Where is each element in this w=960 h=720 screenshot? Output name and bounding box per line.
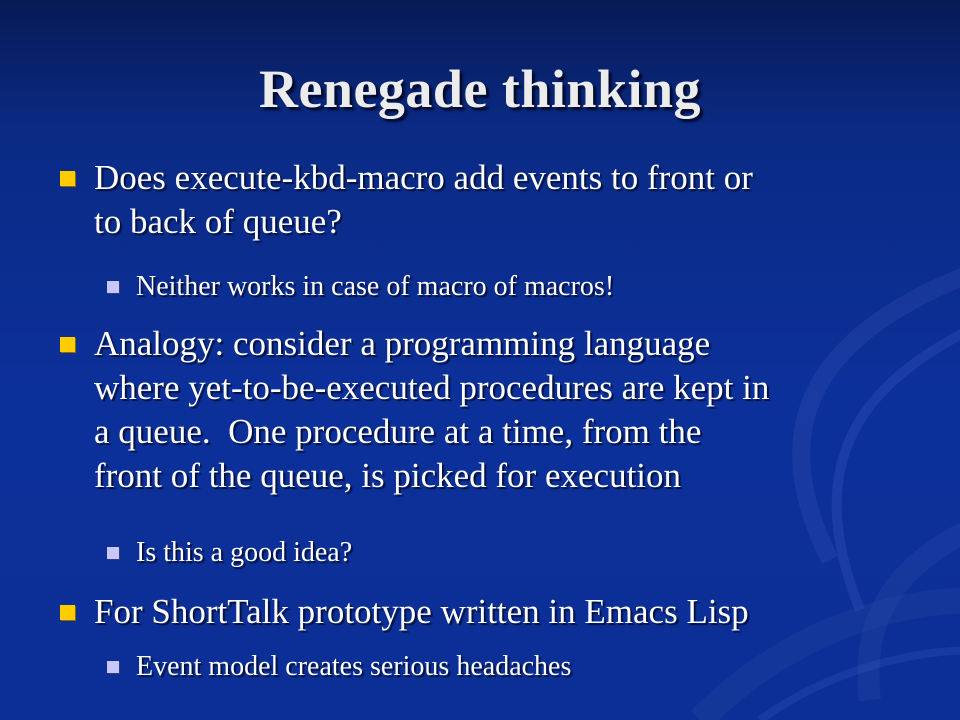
yellow-square-bullet-icon bbox=[60, 337, 75, 352]
lavender-square-bullet-icon bbox=[107, 661, 119, 673]
bullet-1 bbox=[94, 156, 914, 244]
bullet-1-sub-1 bbox=[136, 270, 916, 304]
lavender-square-bullet-icon bbox=[107, 281, 119, 293]
bullet-2-line-1: Analogy: consider a programming language bbox=[94, 324, 711, 363]
bullet-2 bbox=[94, 322, 914, 498]
yellow-square-bullet-icon bbox=[60, 605, 75, 620]
lavender-square-bullet-icon bbox=[107, 547, 119, 559]
bullet-2-line-2: where yet-to-be-executed procedures are kept in bbox=[94, 368, 770, 407]
bullet-1-line-2: to back of queue? bbox=[94, 202, 342, 241]
bullet-1-line-1: Does execute-kbd-macro add events to front or bbox=[94, 158, 753, 197]
bullet-2-sub-1 bbox=[136, 536, 916, 570]
bullet-2-line-4: front of the queue, is picked for execution bbox=[94, 456, 682, 495]
bullet-3-line-1: For ShortTalk prototype written in Emacs Lisp bbox=[94, 592, 749, 631]
bullet-3-sub-1 bbox=[136, 650, 916, 684]
yellow-square-bullet-icon bbox=[60, 171, 75, 186]
bullet-2-line-3: a queue. One procedure at a time, from the bbox=[94, 412, 702, 451]
bullet-3-sub-1-text: Event model creates serious headaches bbox=[136, 651, 572, 682]
bullet-2-sub-1-text: Is this a good idea? bbox=[136, 537, 353, 568]
bullet-1-sub-1-text: Neither works in case of macro of macros! bbox=[136, 271, 615, 302]
slide-title: Renegade thinking bbox=[258, 59, 702, 119]
bullet-3 bbox=[94, 590, 914, 634]
